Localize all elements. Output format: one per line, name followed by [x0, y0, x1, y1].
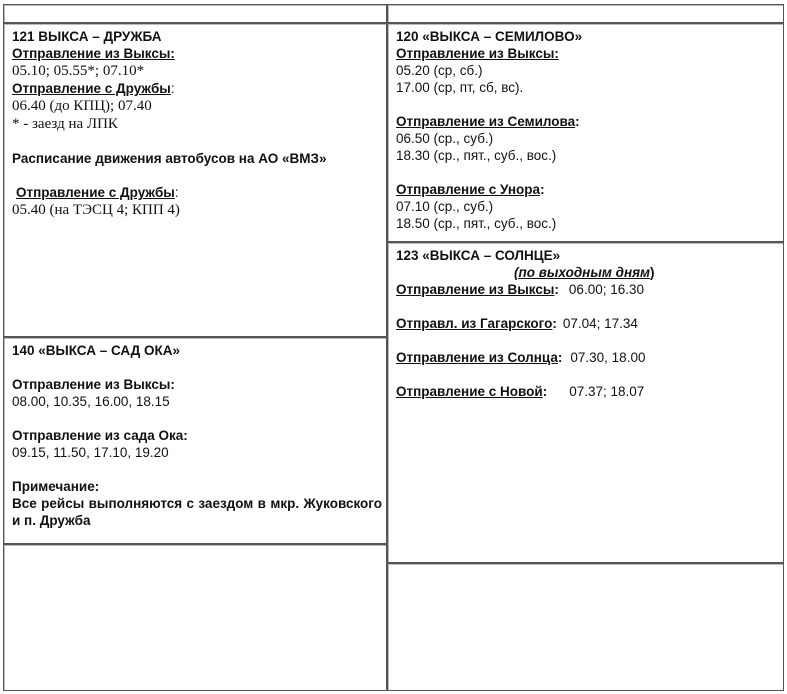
route-123-subtitle: (по выходным дням — [514, 265, 651, 280]
route-123-dep-gagarsky-label: Отправл. из Гагарского — [396, 316, 553, 331]
route-120-dep-unor-label: Отправление с Унора — [396, 182, 541, 197]
route-120-dep-semilovo-colon: : — [575, 114, 580, 129]
route-121-title: 121 ВЫКСА – ДРУЖБА — [12, 29, 162, 44]
route-123-dep-vyksa-colon: : — [554, 282, 559, 297]
route-140-dep-sad-label: Отправление из сада Ока: — [12, 428, 188, 443]
route-120-dep-vyksa-line2: 17.00 (ср, пт, сб, вс). — [396, 80, 524, 95]
route-123-dep-gagarsky-colon: : — [552, 316, 557, 331]
route-123-dep-novaya-times: 07.37; 18.07 — [569, 384, 645, 399]
vmz-dep-heading — [12, 184, 378, 201]
route-121-cell — [3, 23, 387, 337]
route-120-dep-unor-colon: : — [540, 182, 545, 197]
route-123-subtitle-close: ) — [650, 265, 655, 280]
route-120-dep-semilovo-heading — [396, 113, 775, 130]
route-123-dep-vyksa-times: 06.00; 16.30 — [568, 282, 644, 297]
route-123-dep-solntse — [396, 349, 775, 366]
empty-cell-bottom-right — [387, 563, 784, 691]
header-cell-left — [3, 4, 387, 23]
route-121-dep-vyksa-times: 05.10; 05.55*; 07.10* — [12, 63, 145, 79]
vmz-dep-colon: : — [174, 185, 179, 200]
empty-cell-bottom-left — [3, 544, 387, 691]
route-140-note-label: Примечание: — [12, 479, 100, 494]
route-123-dep-solntse-colon: : — [557, 350, 563, 365]
vmz-dep-label: Отправление с Дружбы — [16, 185, 175, 200]
route-123-cell — [387, 242, 784, 563]
route-121-dep-druzhba-colon: : — [170, 81, 175, 96]
vmz-heading: Расписание движения автобусов на АО «ВМЗ» — [12, 151, 327, 166]
route-120-dep-semilovo-line2: 18.30 (ср., пят., суб., вос.) — [396, 148, 557, 163]
route-140-dep-vyksa-label: Отправление из Выксы: — [12, 377, 175, 392]
route-121-dep-druzhba-times: 06.40 (до КПЦ); 07.40 — [12, 98, 152, 114]
route-123-dep-novaya-label: Отправление с Новой — [396, 384, 543, 399]
route-121-dep-druzhba-label: Отправление с Дружбы — [12, 81, 171, 96]
route-123-subtitle-line — [396, 264, 775, 281]
vmz-dep-times: 05.40 (на ТЭСЦ 4; КПП 4) — [12, 202, 180, 218]
route-120-dep-semilovo-label: Отправление из Семилова — [396, 114, 576, 129]
route-123-dep-vyksa — [396, 281, 775, 298]
route-140-cell — [3, 337, 387, 544]
header-cell-right — [387, 4, 784, 23]
route-121-footnote: * - заезд на ЛПК — [12, 116, 118, 132]
route-140-title: 140 «ВЫКСА – САД ОКА» — [12, 343, 181, 358]
route-120-title: 120 «ВЫКСА – СЕМИЛОВО» — [396, 29, 583, 44]
route-123-title: 123 «ВЫКСА – СОЛНЦЕ» — [396, 248, 561, 263]
route-120-dep-unor-line2: 18.50 (ср., пят., суб., вос.) — [396, 216, 557, 231]
route-120-dep-unor-heading — [396, 181, 775, 198]
route-123-dep-solntse-label: Отправление из Солнца — [396, 350, 558, 365]
route-140-dep-vyksa-times: 08.00, 10.35, 16.00, 18.15 — [12, 394, 170, 409]
route-120-dep-unor-line1: 07.10 (ср., суб.) — [396, 199, 494, 214]
route-123-dep-gagarsky-times: 07.04; 17.34 — [562, 316, 638, 331]
route-123-dep-solntse-times: 07.30, 18.00 — [570, 350, 646, 365]
route-123-dep-vyksa-label: Отправление из Выксы — [396, 282, 555, 297]
route-123-dep-gagarsky — [396, 315, 775, 332]
route-140-dep-sad-times: 09.15, 11.50, 17.10, 19.20 — [12, 445, 169, 460]
route-120-dep-semilovo-line1: 06.50 (ср., суб.) — [396, 131, 494, 146]
route-120-dep-vyksa-line1: 05.20 (ср, сб.) — [396, 63, 483, 78]
route-120-cell — [387, 23, 784, 242]
route-123-dep-novaya — [396, 383, 775, 400]
route-123-dep-novaya-colon: : — [542, 384, 548, 399]
route-120-dep-vyksa-label: Отправление из Выксы: — [396, 46, 559, 61]
route-140-note-text: Все рейсы выполняются с заездом в мкр. Жуковского и п. Дружба — [12, 496, 382, 528]
route-121-dep-vyksa-label: Отправление из Выксы: — [12, 46, 175, 61]
route-121-dep-druzhba-heading — [12, 80, 378, 97]
